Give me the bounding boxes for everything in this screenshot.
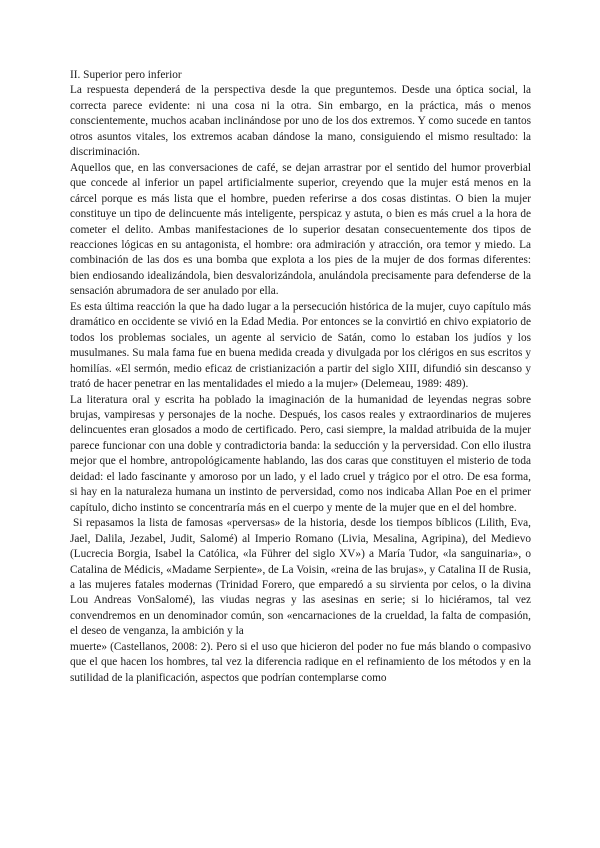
paragraph-5: Si repasamos la lista de famosas «perversas» de la historia, desde los tiempos bíblicos (Lilith, Eva, Jael, Dalila, Jezabel, Judit, Salomé) al Imperio Romano (Livia, Mesalina, Agripina), del Medievo (Lucrecia Borgia, Isabel la Católica, «la Führer del siglo XV») a María Tudor, «la sanguinaria», o Catalina de Médicis, «Madame Serpiente», de La Voisin, «reina de las brujas», y Catalina II de Rusia, a las mujeres fatales modernas (Trinidad Forero, que emparedó a su sirvienta por celos, o la divina Lou Andreas VonSalomé), las viudas negras y las asesinas en serie; si lo hiciéramos, tal vez convendremos en un denominador común, son «encarnaciones de la crueldad, la falta de compasión, el deseo de venganza, la ambición y la [70,517,531,638]
paragraph-6: muerte» (Castellanos, 2008: 2). Pero si el uso que hicieron del poder no fue más blando o compasivo que el que hacen los hombres, tal vez la diferencia radique en el refinamiento de los métodos y en la sutilidad de la planificación, aspectos que podrían contemplarse como [70,640,531,684]
document-page [70,68,531,686]
section-title: II. Superior pero inferior [70,69,182,81]
paragraph-2: Aquellos que, en las conversaciones de café, se dejan arrastrar por el sentido del humor proverbial que concede al inferior un papel artificialmente superior, creyendo que la mujer está menos en la cárcel porque es más lista que el hombre, pueden referirse a dos cosas distintas. O bien la mujer constituye un tipo de delincuente más inteligente, perspicaz y astuta, o bien es más cruel a la hora de cometer el delito. Ambas manifestaciones de lo superior desatan consecuentemente dos tipos de reacciones lógicas en su antagonista, el hombre: ora admiración y atracción, ora temor y miedo. La combinación de las dos es una bomba que explota a los pies de la mujer de dos formas diferentes: bien endiosando idealizándola, bien desvalorizándola, anulándola precisamente para defenderse de la sensación abrumadora de ser anulado por ella. [70,161,531,298]
paragraph-4: La literatura oral y escrita ha poblado la imaginación de la humanidad de leyendas negras sobre brujas, vampiresas y personajes de la noche. Después, los casos reales y extraordinarios de mujeres delincuentes eran glosados a modo de certificado. Pero, casi siempre, la maldad atribuida de la mujer parece funcionar con una doble y contradictoria banda: la seducción y la perversidad. Con ello ilustra mejor que el hombre, antropológicamente hablando, las dos caras que constituyen el misterio de toda deidad: el lado fascinante y amoroso por un lado, y el lado cruel y trágico por el otro. De esa forma, si hay en la naturaleza humana un instinto de perversidad, como nos indicaba Allan Poe en el primer capítulo, dicho instinto se concentraría más en el cuerpo y mente de la mujer que en el del hombre. [70,393,531,514]
paragraph-1: La respuesta dependerá de la perspectiva desde la que preguntemos. Desde una óptica social, la correcta parece evidente: ni una cosa ni la otra. Sin embargo, en la práctica, más o menos conscientemente, muchos acaban inclinándose por uno de los dos extremos. Y como sucede en tantos otros asuntos vitales, los extremos acaban dándose la mano, consiguiendo el mismo resultado: la discriminación. [70,84,531,159]
paragraph-3: Es esta última reacción la que ha dado lugar a la persecución histórica de la mujer, cuyo capítulo más dramático en occidente se vivió en la Edad Media. Por entonces se la convirtió en chivo expiatorio de todos los problemas sociales, un agente al servicio de Satán, como lo estaban los judíos y los musulmanes. Su mala fama fue en buena medida creada y divulgada por los clérigos en sus escritos y homilías. «El sermón, medio eficaz de cristianización a partir del siglo XIII, difundió sin descanso y trató de hacer penetrar en las mentalidades el miedo a la mujer» (Delemeau, 1989: 489). [70,300,531,391]
